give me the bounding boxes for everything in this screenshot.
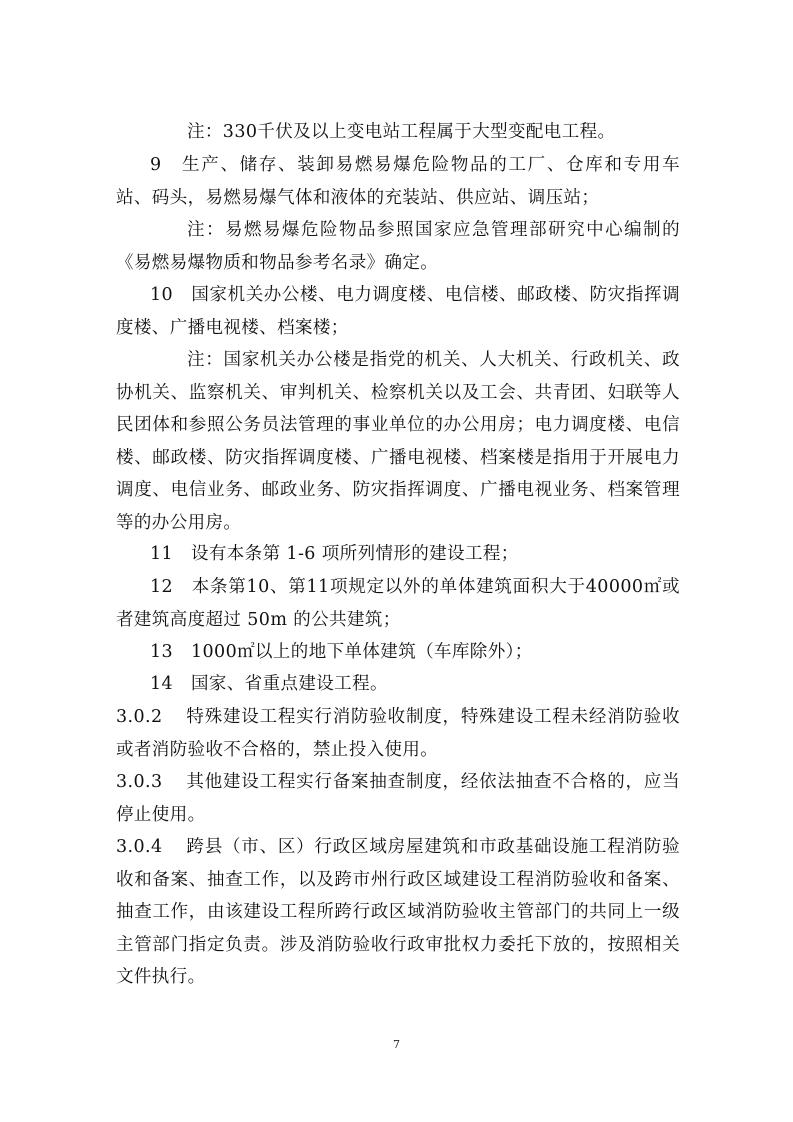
item-9: 9 生产、储存、装卸易燃易爆危险物品的工厂、仓库和专用车站、码头，易燃易爆气体和液体的充装站、供应站、调压站； bbox=[116, 155, 680, 208]
section-text: 跨县（市、区）行政区域房屋建筑和市政基础设施工程消防验收和备案、抽查工作，以及跨市州行政区域建设工程消防验收和备案、抽查工作，由该建设工程所跨行政区域消防验收主管部门的共同上一级主管部门指定负责。涉及消防验收行政审批权力委托下放的，按照相关文件执行。 bbox=[116, 837, 680, 987]
section-number: 3.0.2 bbox=[116, 707, 163, 727]
note-330kv: 注：330千伏及以上变电站工程属于大型变配电工程。 bbox=[187, 122, 616, 142]
section-number: 3.0.4 bbox=[116, 837, 163, 857]
section-3-0-4 bbox=[116, 831, 680, 994]
page-number: 7 bbox=[393, 1038, 400, 1051]
item-13: 13 1000㎡以上的地下单体建筑（车库除外）； bbox=[150, 642, 533, 662]
section-text: 其他建设工程实行备案抽查制度，经依法抽查不合格的，应当停止使用。 bbox=[116, 772, 680, 825]
section-number: 3.0.3 bbox=[116, 772, 163, 792]
section-text: 特殊建设工程实行消防验收制度，特殊建设工程未经消防验收或者消防验收不合格的，禁止投入使用。 bbox=[116, 707, 680, 760]
section-3-0-2 bbox=[116, 701, 680, 766]
item-12: 12 本条第10、第11项规定以外的单体建筑面积大于40000㎡或者建筑高度超过 50m 的公共建筑； bbox=[116, 577, 680, 630]
note-office-buildings: 注：国家机关办公楼是指党的机关、人大机关、行政机关、政协机关、监察机关、审判机关、检察机关以及工会、共青团、妇联等人民团体和参照公务员法管理的事业单位的办公用房；电力调度楼、电信楼、邮政楼、防灾指挥调度楼、广播电视楼、档案楼是指用于开展电力调度、电信业务、邮政业务、防灾指挥调度、广播电视业务、档案管理等的办公用房。 bbox=[116, 350, 680, 533]
section-3-0-3 bbox=[116, 766, 680, 831]
item-10: 10 国家机关办公楼、电力调度楼、电信楼、邮政楼、防灾指挥调度楼、广播电视楼、档案楼； bbox=[116, 285, 680, 338]
note-dangerous-goods: 注：易燃易爆危险物品参照国家应急管理部研究中心编制的《易燃易爆物质和物品参考名录》确定。 bbox=[116, 220, 680, 273]
item-14: 14 国家、省重点建设工程。 bbox=[150, 674, 388, 694]
item-11: 11 设有本条第 1-6 项所列情形的建设工程； bbox=[150, 544, 519, 564]
